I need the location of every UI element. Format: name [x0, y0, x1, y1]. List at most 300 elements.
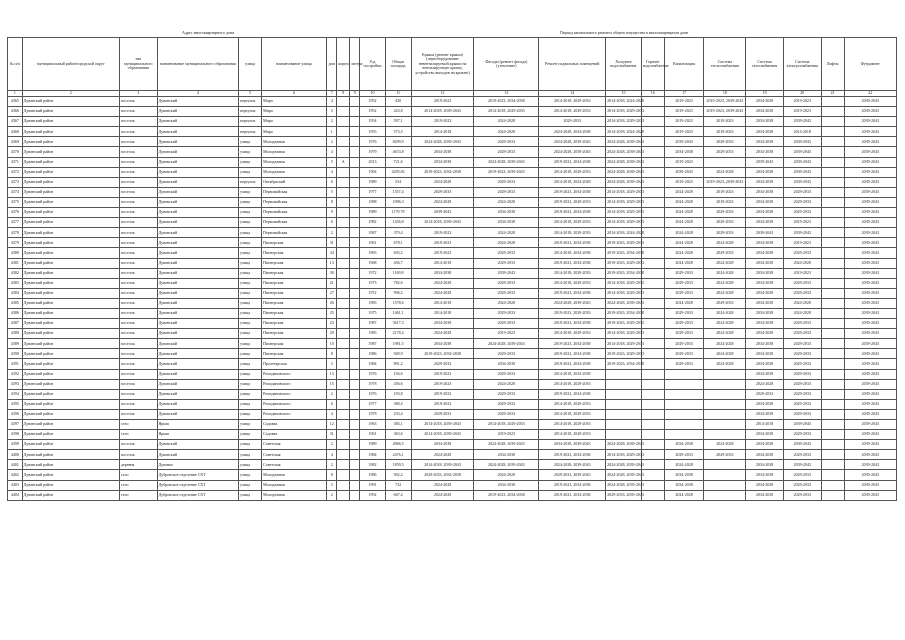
table-cell: 721,6	[385, 157, 411, 167]
table-cell: 2014-2018, 2029-2033	[606, 450, 642, 460]
table-cell: Дуванский	[157, 288, 239, 298]
table-cell: улица	[239, 228, 262, 238]
address-group-header: Адрес многоквартирного дома	[182, 30, 235, 35]
table-cell: 2039-2043	[844, 359, 896, 369]
table-cell: переулок	[239, 107, 262, 117]
table-cell: 2039-2043	[844, 288, 896, 298]
table-cell: поселок	[119, 298, 157, 308]
table-cell: Дуванский	[157, 258, 239, 268]
table-cell: 2029-2033	[664, 278, 704, 288]
table-cell: 2014-2018	[746, 420, 784, 430]
table-cell: Дуванский	[157, 177, 239, 187]
table-cell: Дуванский	[157, 127, 239, 137]
table-cell: Дуванский район	[22, 450, 119, 460]
table-cell: 2034-2038	[411, 440, 474, 450]
table-cell: поселок	[119, 187, 157, 197]
table-cell: улица	[239, 308, 262, 318]
table-cell: 1989	[360, 208, 385, 218]
table-cell: 1982	[360, 218, 385, 228]
table-cell: 2039-2043	[844, 147, 896, 157]
column-header: дом	[326, 38, 336, 91]
table-cell: 2014-2018	[411, 298, 474, 308]
column-number: 7	[326, 91, 336, 97]
table-cell: 1976	[360, 137, 385, 147]
table-cell: Дуванский	[157, 450, 239, 460]
table-cell: 2039-2043	[844, 379, 896, 389]
table-cell: 2034-2038, 2039-2043	[539, 440, 606, 450]
table-cell: Молодежная	[262, 470, 327, 480]
table-cell: поселок	[119, 409, 157, 419]
table-cell: 891,2	[385, 359, 411, 369]
table-cell	[641, 117, 664, 127]
table-cell: Дуванский район	[22, 359, 119, 369]
table-cell: улица	[239, 450, 262, 460]
table-cell	[349, 319, 359, 329]
table-cell: 4	[326, 409, 336, 419]
table-cell: 2029-2033	[664, 339, 704, 349]
table-cell: 2029-2033	[783, 248, 821, 258]
table-cell: 2029-2033	[664, 450, 704, 460]
table-cell: Пионерская	[262, 288, 327, 298]
table-body	[8, 97, 897, 501]
table-cell: 1992	[360, 490, 385, 500]
table-cell: 2029-2033	[783, 389, 821, 399]
table-cell: 2024-2028, 2039-2043	[606, 480, 642, 490]
column-header: Фасады (ремонт фасада) (утепление)	[474, 38, 539, 91]
table-cell: 1169,8	[385, 268, 411, 278]
table-cell: 2019-2023, 2029-2033	[606, 319, 642, 329]
table-cell: поселок	[119, 389, 157, 399]
table-cell: 2014-2018, 2034-2038	[539, 369, 606, 379]
table-cell: Дуванский район	[22, 470, 119, 480]
table-cell: 2029-2033	[704, 450, 746, 460]
table-cell	[349, 369, 359, 379]
table-cell: 2014-2018, 2029-2033	[539, 278, 606, 288]
table-cell: 2039-2043	[844, 117, 896, 127]
table-cell: Дуванский район	[22, 389, 119, 399]
table-cell: Дуванский	[157, 369, 239, 379]
table-cell: 2014-2018, 2029-2033	[606, 208, 642, 218]
table-cell: 2039-2043	[664, 167, 704, 177]
table-cell: 2039-2043	[844, 329, 896, 339]
table-cell: 2034-2038	[746, 208, 784, 218]
table-cell	[821, 399, 844, 409]
column-number: 3	[119, 91, 157, 97]
table-cell: 2029-2033	[783, 480, 821, 490]
table-cell: улица	[239, 248, 262, 258]
table-cell: 1988	[360, 197, 385, 207]
column-number: 4	[157, 91, 239, 97]
table-cell: 379,4	[385, 228, 411, 238]
table-cell: 2029-2033	[664, 319, 704, 329]
table-cell	[349, 238, 359, 248]
table-row	[8, 430, 897, 440]
table-cell: 2034-2038	[746, 218, 784, 228]
table-cell: Пионерская	[262, 319, 327, 329]
table-row	[8, 278, 897, 288]
table-cell: Дуванский район	[22, 117, 119, 127]
table-cell	[349, 389, 359, 399]
table-cell: 2024-2028	[704, 258, 746, 268]
table-row	[8, 127, 897, 137]
table-cell: 1977	[360, 187, 385, 197]
table-cell: улица	[239, 440, 262, 450]
table-cell: 2	[326, 440, 336, 450]
table-cell	[337, 329, 350, 339]
table-cell: 4403	[8, 480, 23, 490]
table-cell	[821, 298, 844, 308]
column-header: тип муниципального образования	[119, 38, 157, 91]
table-cell: 2034-2038	[411, 339, 474, 349]
table-cell	[704, 490, 746, 500]
table-cell: улица	[239, 258, 262, 268]
table-cell: Дуванский район	[22, 349, 119, 359]
table-cell: 2039-2043	[844, 389, 896, 399]
table-cell: 2039-2043	[844, 167, 896, 177]
table-cell: 423,8	[385, 107, 411, 117]
table-cell: 1976	[360, 389, 385, 399]
table-cell: 4384	[8, 288, 23, 298]
table-cell	[337, 369, 350, 379]
table-cell: 2019-2023, 2029-2033	[539, 197, 606, 207]
table-cell: 2029-2033	[783, 278, 821, 288]
table-cell	[337, 379, 350, 389]
table-cell: 2019-2023	[411, 117, 474, 127]
table-cell: 2029-2033	[783, 470, 821, 480]
table-cell: Мира	[262, 97, 327, 107]
table-cell: Дуванский район	[22, 208, 119, 218]
table-cell: Дуванский	[157, 389, 239, 399]
table-cell: 2039-2043	[844, 157, 896, 167]
table-cell: поселок	[119, 288, 157, 298]
table-cell: 2039-2043	[844, 420, 896, 430]
table-cell: 2019-2023, 2034-2038	[539, 238, 606, 248]
table-cell	[664, 430, 704, 440]
table-cell	[821, 460, 844, 470]
table-cell	[704, 409, 746, 419]
table-cell: 4966,5	[385, 440, 411, 450]
table-cell: 2039-2043	[844, 137, 896, 147]
table-cell: 2039-2043	[844, 369, 896, 379]
table-cell: 2024-2028, 2039-2043	[539, 298, 606, 308]
table-cell: Дуванский	[157, 379, 239, 389]
table-cell	[641, 389, 664, 399]
table-cell: поселок	[119, 177, 157, 187]
table-cell: 2019-2023	[783, 268, 821, 278]
table-cell	[641, 258, 664, 268]
table-cell	[349, 329, 359, 339]
table-cell	[641, 137, 664, 147]
table-cell	[704, 369, 746, 379]
table-cell	[641, 208, 664, 218]
table-row	[8, 329, 897, 339]
table-row	[8, 218, 897, 228]
table-cell: 2039-2043	[844, 399, 896, 409]
table-cell: 2029-2033	[474, 147, 539, 157]
table-cell: 2039-2043	[783, 177, 821, 187]
table-cell: поселок	[119, 339, 157, 349]
table-cell: 2034-2038	[746, 450, 784, 460]
column-header: корпус	[337, 38, 350, 91]
table-cell: улица	[239, 218, 262, 228]
table-row	[8, 450, 897, 460]
table-cell: 2019-2023	[411, 238, 474, 248]
table-cell: 4368	[8, 127, 23, 137]
table-cell: Дуванский	[157, 248, 239, 258]
table-cell	[337, 319, 350, 329]
table-cell: 2024-2028, 2039-2043	[606, 167, 642, 177]
table-cell: Молодежная	[262, 480, 327, 490]
table-cell	[641, 278, 664, 288]
table-cell: 2024-2028, 2039-2043	[411, 137, 474, 147]
table-cell: 2034-2038	[746, 460, 784, 470]
table-cell: 534	[385, 177, 411, 187]
table-cell: 2019-2023, 2034-2038	[539, 208, 606, 218]
table-cell: 2014-2018, 2029-2033	[606, 339, 642, 349]
table-cell	[641, 339, 664, 349]
table-cell: 1986	[360, 349, 385, 359]
table-cell: 2029-2033	[783, 187, 821, 197]
table-cell: 2024-2028	[474, 238, 539, 248]
table-cell: 2034-2038	[746, 480, 784, 490]
table-cell	[641, 379, 664, 389]
table-cell	[641, 359, 664, 369]
table-cell: 3	[326, 480, 336, 490]
table-cell: улица	[239, 278, 262, 288]
table-cell: 2029-2033	[704, 248, 746, 258]
table-row	[8, 107, 897, 117]
table-cell	[337, 440, 350, 450]
column-number: 11	[385, 91, 411, 97]
table-cell: 2014-2018, 2029-2033	[539, 268, 606, 278]
table-cell	[349, 167, 359, 177]
table-cell: 2014-2018, 2039-2043	[411, 460, 474, 470]
table-row	[8, 238, 897, 248]
table-cell	[349, 157, 359, 167]
table-cell: 2024-2028	[704, 440, 746, 450]
table-cell: А	[337, 157, 350, 167]
table-cell	[821, 228, 844, 238]
table-cell: 2014-2018	[411, 258, 474, 268]
table-cell: 4365	[8, 97, 23, 107]
table-cell: 2019-2023, 2034-2038	[606, 248, 642, 258]
table-cell: 2039-2043	[783, 137, 821, 147]
table-cell: переулок	[239, 127, 262, 137]
table-cell	[337, 470, 350, 480]
table-cell: 2019-2023	[783, 218, 821, 228]
table-cell: 26	[326, 298, 336, 308]
table-cell: поселок	[119, 308, 157, 318]
table-cell: 4379	[8, 238, 23, 248]
column-header: наименование улицы	[262, 38, 327, 91]
table-cell: село	[119, 480, 157, 490]
table-row	[8, 490, 897, 500]
table-cell: 2019-2023	[783, 238, 821, 248]
table-cell: 2024-2028	[664, 258, 704, 268]
table-cell: 2034-2038	[746, 238, 784, 248]
table-cell: Дуванский район	[22, 399, 119, 409]
table-cell: 2029-2033	[664, 329, 704, 339]
table-cell: 2	[326, 228, 336, 238]
table-cell	[337, 97, 350, 107]
table-cell: Дуванский район	[22, 490, 119, 500]
table-cell: поселок	[119, 399, 157, 409]
table-cell: Дуванский район	[22, 460, 119, 470]
table-cell: 2039-2043	[844, 409, 896, 419]
table-cell: 380,4	[385, 399, 411, 409]
table-cell: Дуванский район	[22, 238, 119, 248]
column-number: 8	[337, 91, 350, 97]
table-cell	[349, 450, 359, 460]
table-cell: 2034-2038	[746, 177, 784, 187]
table-cell: 2029-2033	[783, 359, 821, 369]
table-cell: 13	[326, 369, 336, 379]
table-cell: 2029-2033	[474, 409, 539, 419]
table-cell	[337, 137, 350, 147]
table-cell: 2039-2043	[783, 157, 821, 167]
table-cell: 2014-2018, 2029-2033	[539, 218, 606, 228]
table-cell: 2029-2033	[474, 177, 539, 187]
table-cell	[349, 177, 359, 187]
table-cell: 4390	[8, 349, 23, 359]
table-cell: село	[119, 420, 157, 430]
table-cell	[821, 137, 844, 147]
table-cell: 4383	[8, 278, 23, 288]
table-cell	[606, 399, 642, 409]
table-cell: 2014-2018, 2029-2033	[539, 167, 606, 177]
table-cell: улица	[239, 460, 262, 470]
table-row	[8, 308, 897, 318]
table-cell: поселок	[119, 349, 157, 359]
table-cell: Дуванский	[157, 97, 239, 107]
table-cell: 2034-2038	[746, 107, 784, 117]
table-cell: 2029-2033	[783, 339, 821, 349]
table-cell	[349, 490, 359, 500]
table-cell: 363,6	[385, 430, 411, 440]
table-cell: 2039-2043	[844, 440, 896, 450]
table-cell: 2034-2038	[746, 359, 784, 369]
table-cell: 2014-2018, 2029-2033	[539, 228, 606, 238]
table-cell: 2039-2043	[783, 440, 821, 450]
table-cell: 2039-2043	[844, 480, 896, 490]
table-cell: 2019-2023	[411, 97, 474, 107]
table-cell: Дуванский район	[22, 177, 119, 187]
table-cell	[349, 127, 359, 137]
table-row	[8, 369, 897, 379]
table-cell: 4388	[8, 329, 23, 339]
table-cell: 2034-2038	[746, 329, 784, 339]
table-cell: 2024-2028	[704, 349, 746, 359]
table-cell: 4392	[8, 369, 23, 379]
table-cell	[641, 329, 664, 339]
column-header: улица	[239, 38, 262, 91]
table-cell: 1979	[360, 147, 385, 157]
table-cell	[337, 248, 350, 258]
table-cell: 2034-2038	[746, 127, 784, 137]
table-cell	[704, 480, 746, 490]
table-row	[8, 389, 897, 399]
column-number: 21	[821, 91, 844, 97]
table-cell	[337, 490, 350, 500]
table-cell: Пионерская	[262, 349, 327, 359]
table-cell: Мира	[262, 127, 327, 137]
table-cell: 13	[326, 258, 336, 268]
table-cell: 29	[326, 329, 336, 339]
table-cell	[337, 278, 350, 288]
table-cell: 2014-2018, 2024-2028	[539, 177, 606, 187]
table-cell: 2024-2028	[411, 490, 474, 500]
table-cell: Дуванский	[157, 440, 239, 450]
table-cell: Пионерская	[262, 238, 327, 248]
table-cell: 573,5	[385, 127, 411, 137]
table-cell	[641, 248, 664, 258]
table-cell: 2024-2028	[704, 268, 746, 278]
column-header: муниципальный район/городской округ	[22, 38, 119, 91]
table-cell: улица	[239, 349, 262, 359]
table-cell: 902,2	[385, 470, 411, 480]
table-cell: 2034-2038	[746, 440, 784, 450]
table-cell: 2024-2028, 2039-2043	[606, 460, 642, 470]
table-cell: улица	[239, 187, 262, 197]
table-cell	[606, 379, 642, 389]
table-cell: 2019-2023	[411, 399, 474, 409]
table-cell: 2039-2043	[844, 470, 896, 480]
table-cell	[641, 218, 664, 228]
table-cell	[821, 97, 844, 107]
table-cell	[349, 409, 359, 419]
table-cell: 678,1	[385, 238, 411, 248]
table-cell: Советская	[262, 440, 327, 450]
table-cell: 2029-2033	[474, 278, 539, 288]
table-cell: 2034-2038	[746, 167, 784, 177]
table-cell: 4295,82	[385, 167, 411, 177]
table-cell	[349, 298, 359, 308]
table-cell	[704, 157, 746, 167]
table-cell: поселок	[119, 450, 157, 460]
table-cell: 2014-2018, 2029-2033	[606, 117, 642, 127]
table-cell	[349, 107, 359, 117]
table-cell: 2014-2018, 2034-2038	[539, 248, 606, 258]
table-cell	[349, 117, 359, 127]
table-cell: 4674,8	[385, 147, 411, 157]
table-cell: 2019-2023, 2034-2038	[539, 359, 606, 369]
table-cell: 2024-2028	[411, 197, 474, 207]
table-cell: 2034-2038	[746, 288, 784, 298]
table-row	[8, 167, 897, 177]
table-cell: 2024-2028	[704, 167, 746, 177]
table-cell: 2013	[360, 157, 385, 167]
table-cell	[641, 197, 664, 207]
table-cell: 2039-2043	[411, 208, 474, 218]
period-group-header: Период капитального ремонта общего имущества в многоквартирном доме	[560, 30, 689, 35]
table-cell	[821, 117, 844, 127]
table-cell: Дуванский	[157, 349, 239, 359]
table-cell	[337, 127, 350, 137]
table-cell: 2039-2043	[746, 157, 784, 167]
table-cell: 2	[326, 137, 336, 147]
table-cell: поселок	[119, 137, 157, 147]
table-cell: 31	[326, 430, 336, 440]
table-cell: 2029-2033	[474, 308, 539, 318]
table-cell	[337, 389, 350, 399]
table-cell: 2024-2028, 2039-2043	[606, 440, 642, 450]
table-cell: 5	[326, 187, 336, 197]
table-cell: 2014-2018	[783, 127, 821, 137]
table-cell: 2024-2028	[664, 197, 704, 207]
column-number: 1	[8, 91, 23, 97]
table-cell: Дуванский район	[22, 218, 119, 228]
table-cell: 30	[326, 268, 336, 278]
